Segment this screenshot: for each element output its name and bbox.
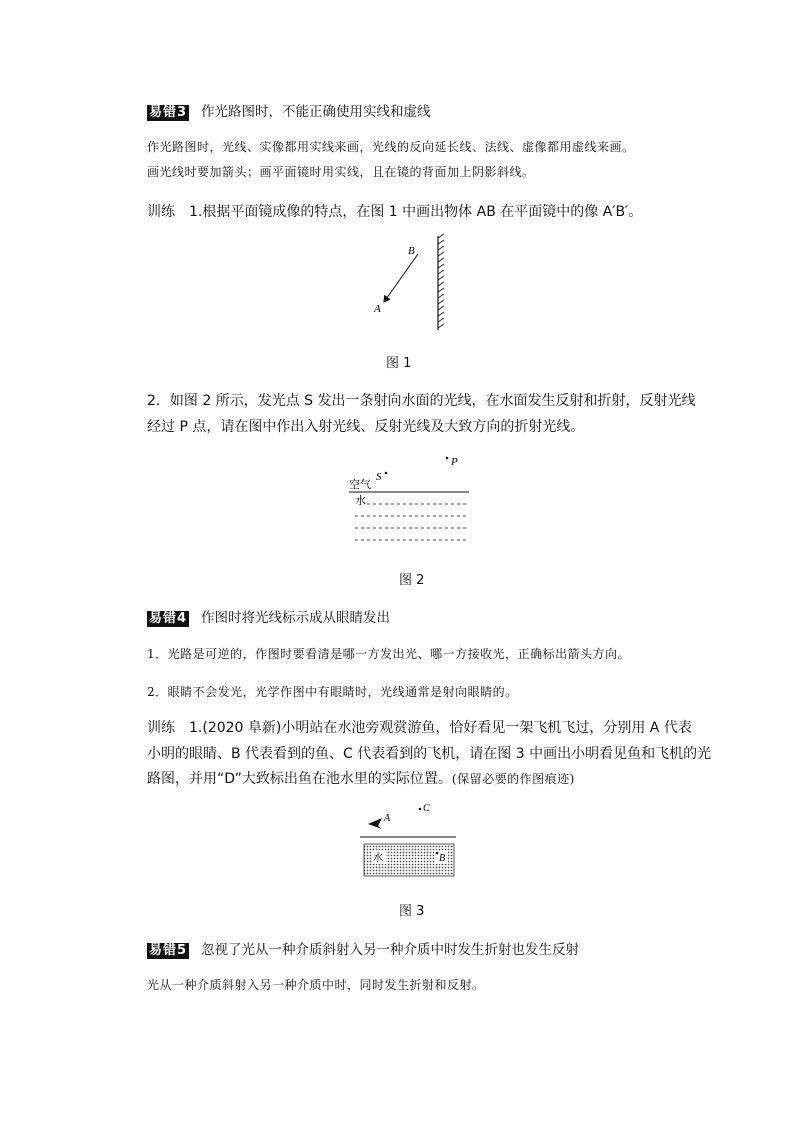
label-c: C	[423, 803, 430, 814]
section-4-question-line-3	[147, 768, 575, 788]
section-4-question-line-2: 小明的眼睛、B 代表看到的鱼、C 代表看到的飞机，请在图 3 中画出小明看见鱼和飞机的光	[147, 746, 712, 762]
section-3-tag: 易错3	[149, 105, 188, 120]
point-c-dot	[419, 808, 422, 811]
label-b: B	[408, 245, 415, 257]
section-5-heading	[147, 938, 579, 959]
eye-icon	[368, 818, 382, 829]
section-3-question-1: 训练 1.根据平面镜成像的特点，在图 1 中画出物体 AB 在平面镜中的像 A′B′。	[147, 204, 643, 220]
section-5-tag: 易错5	[149, 943, 188, 958]
section-4-tag: 易错4	[149, 611, 188, 626]
mirror-hatching	[438, 234, 444, 328]
point-s-dot	[385, 472, 388, 475]
figure-2	[345, 450, 475, 550]
label-air: 空气	[349, 478, 371, 491]
object-ab-arrow	[384, 254, 418, 302]
figure-2-caption: 图 2	[399, 573, 425, 588]
section-3-heading	[147, 100, 431, 121]
water-dashed-lines	[355, 504, 469, 540]
section-4-title: 作图时将光线标示成从眼睛发出	[201, 610, 391, 626]
point-b-dot	[436, 852, 439, 855]
section-5-note: 光从一种介质斜射入另一种介质中时，同时发生折射和反射。	[147, 978, 485, 992]
section-5-title: 忽视了光从一种介质斜射入另一种介质中时发生折射也发生反射	[201, 942, 580, 958]
section-4-question-line-1: 训练 1.(2020 阜新)小明站在水池旁观赏游鱼，恰好看见一架飞机飞过，分别用 A 代表	[147, 720, 692, 736]
section-3-question-2-line-2: 经过 P 点，请在图中作出入射光线、反射光线及大致方向的折射光线。	[147, 419, 585, 435]
section-4-heading	[147, 606, 390, 627]
figure-1	[360, 232, 470, 336]
label-a: A	[384, 813, 391, 824]
section-4-question-line-3-main: 路图，并用“D”大致标出鱼在池水里的实际位置。	[147, 771, 452, 787]
section-3-note-line-1: 作光路图时，光线、实像都用实线来画，光线的反向延长线、法线、虚像都用虚线来画。	[147, 140, 635, 154]
section-3-note-line-2: 画光线时要加箭头；画平面镜时用实线，且在镜的背面加上阴影斜线。	[147, 165, 535, 179]
figure-3-caption: 图 3	[399, 904, 425, 919]
section-3-title: 作光路图时，不能正确使用实线和虚线	[201, 104, 431, 120]
figure-1-caption: 图 1	[386, 356, 412, 371]
label-water: 水	[355, 494, 366, 507]
section-3-question-2-line-1: 2．如图 2 所示，发光点 S 发出一条射向水面的光线，在水面发生反射和折射，反射光线	[147, 393, 696, 409]
label-b: B	[439, 853, 446, 864]
label-water: 水	[373, 853, 383, 864]
section-4-note-2: 2．眼睛不会发光，光学作图中有眼睛时，光线通常是射向眼睛的。	[147, 685, 518, 699]
label-s: S	[376, 471, 382, 483]
label-p: P	[451, 456, 458, 468]
section-4-note-1: 1．光路是可逆的，作图时要看清是哪一方发出光、哪一方接收光，正确标出箭头方向。	[147, 647, 631, 661]
point-p-dot	[446, 457, 449, 460]
label-a: A	[374, 303, 381, 315]
section-4-question-line-3-note: (保留必要的作图痕迹)	[451, 772, 575, 786]
figure-3	[360, 800, 460, 880]
